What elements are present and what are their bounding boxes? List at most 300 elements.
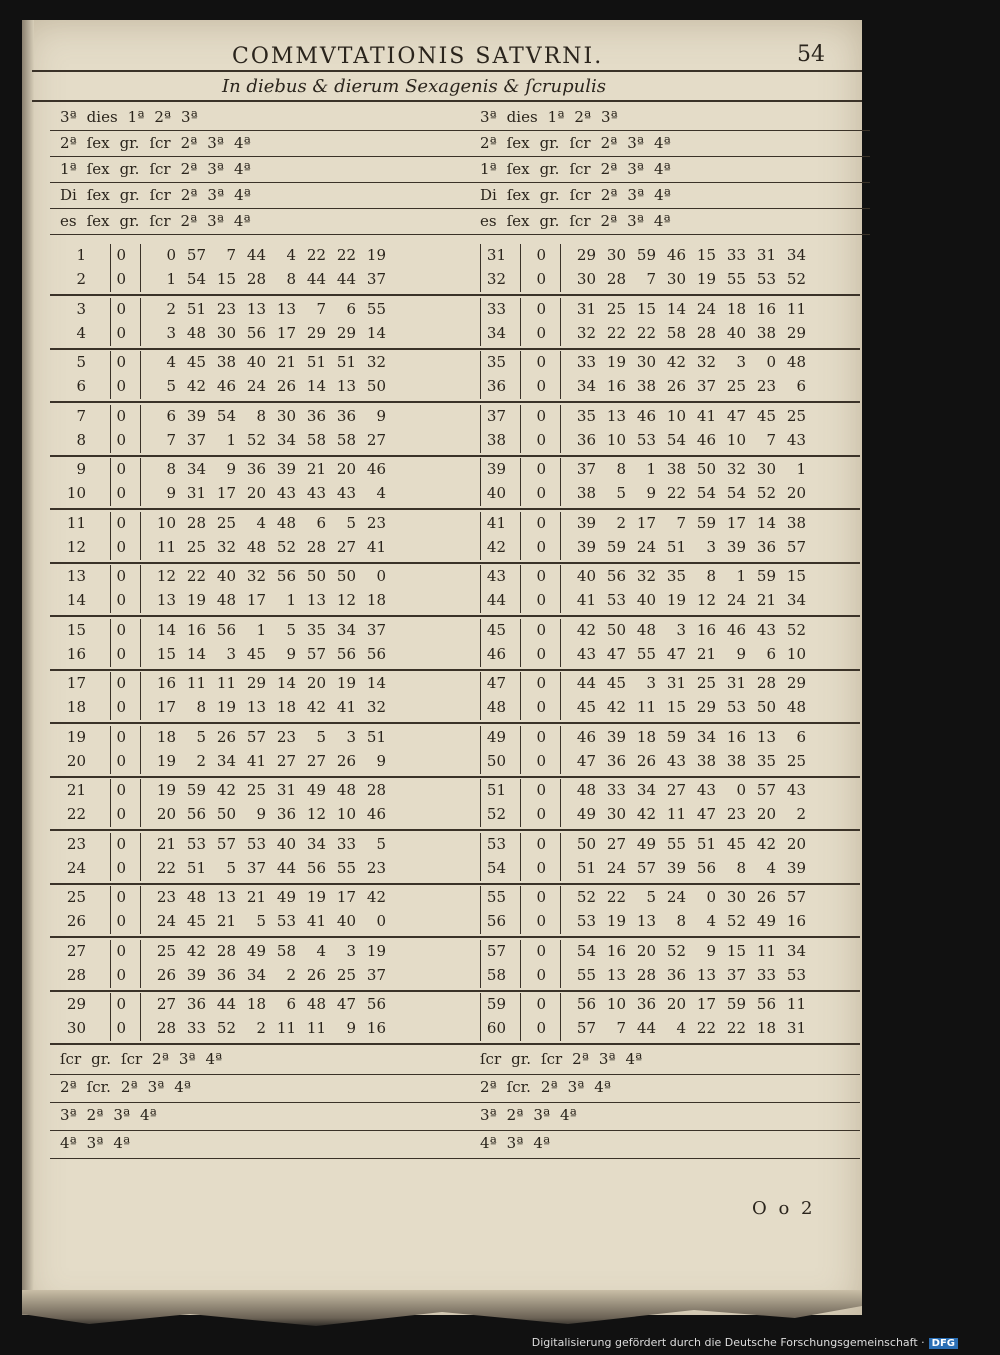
- row-block: [50, 938, 860, 992]
- value-cell: 36: [186, 995, 206, 1013]
- footer-cell: 4ª: [113, 1134, 131, 1152]
- value-cell: 6: [166, 406, 176, 425]
- value-cell: 13: [636, 912, 656, 930]
- value-cell: 19: [366, 941, 386, 960]
- value-cell: 6: [766, 644, 776, 663]
- value-cell: 27: [306, 751, 326, 770]
- value-cell: 13: [246, 299, 266, 318]
- header-right: [480, 160, 681, 178]
- value-cell: 0: [536, 965, 546, 984]
- value-cell: 56: [366, 644, 386, 663]
- value-cell: 50: [696, 460, 716, 478]
- digitization-credit: [532, 1336, 958, 1349]
- value-cell: 21: [216, 912, 236, 930]
- value-cell: 8: [196, 698, 206, 716]
- header-cell: gr.: [119, 212, 140, 230]
- footer-cell: 2ª: [572, 1050, 589, 1068]
- day-number: 2: [76, 270, 86, 288]
- value-cell: 0: [116, 270, 126, 288]
- value-cell: 34: [246, 965, 266, 984]
- value-cell: 39: [576, 537, 596, 556]
- day-number: 38: [486, 430, 506, 449]
- value-cell: 37: [366, 620, 386, 639]
- value-cell: 42: [576, 620, 596, 639]
- value-cell: 0: [536, 674, 546, 692]
- header-cell: 2ª: [600, 160, 618, 178]
- value-cell: 44: [336, 270, 356, 288]
- day-number: 28: [66, 965, 86, 984]
- value-cell: 23: [726, 805, 746, 823]
- value-cell: 42: [666, 353, 686, 371]
- value-cell: 3: [736, 353, 746, 371]
- header-cell: ſex: [86, 134, 110, 152]
- value-cell: 16: [756, 299, 776, 318]
- value-cell: 28: [306, 537, 326, 556]
- value-cell: 58: [336, 430, 356, 449]
- table-row-right: [470, 781, 850, 805]
- subtitle-rule: [32, 100, 862, 102]
- value-cell: 42: [186, 941, 206, 960]
- day-number: 42: [486, 537, 506, 556]
- value-cell: 2: [196, 751, 206, 770]
- day-number: 45: [486, 620, 506, 639]
- value-cell: 32: [366, 698, 386, 716]
- value-cell: 0: [536, 941, 546, 960]
- value-cell: 9: [736, 644, 746, 663]
- value-cell: 0: [116, 460, 126, 478]
- value-cell: 5: [376, 834, 386, 853]
- value-cell: 15: [156, 644, 176, 663]
- value-cell: 16: [156, 674, 176, 692]
- table-row-left: [50, 377, 430, 401]
- footer-cell: ſcr: [480, 1050, 502, 1068]
- header-rule: [50, 208, 870, 209]
- row-block: [50, 991, 860, 1045]
- header-row: [50, 132, 850, 156]
- value-cell: 23: [366, 858, 386, 877]
- value-cell: 15: [726, 941, 746, 960]
- value-cell: 55: [336, 858, 356, 877]
- value-cell: 51: [306, 353, 326, 371]
- value-cell: 41: [696, 406, 716, 425]
- value-cell: 6: [346, 299, 356, 318]
- table-row-left: [50, 966, 430, 990]
- value-cell: 11: [216, 674, 236, 692]
- value-cell: 48: [636, 620, 656, 639]
- value-cell: 25: [186, 537, 206, 556]
- table-row-right: [470, 538, 850, 562]
- value-cell: 0: [536, 698, 546, 716]
- value-cell: 20: [336, 460, 356, 478]
- value-cell: 26: [636, 751, 656, 770]
- day-number: 55: [486, 888, 506, 906]
- value-cell: 13: [696, 965, 716, 984]
- day-number: 15: [66, 620, 86, 639]
- value-cell: 13: [216, 888, 236, 906]
- value-cell: 27: [276, 751, 296, 770]
- value-cell: 50: [606, 620, 626, 639]
- value-cell: 30: [666, 270, 686, 288]
- value-cell: 29: [576, 246, 596, 264]
- value-cell: 40: [636, 591, 656, 609]
- value-cell: 5: [346, 513, 356, 532]
- table-row-left: [50, 460, 430, 484]
- day-number: 57: [486, 941, 506, 960]
- header-row: [50, 158, 850, 182]
- value-cell: 58: [306, 430, 326, 449]
- value-cell: 0: [536, 406, 546, 425]
- footer-left: [60, 1078, 201, 1096]
- row-block: [50, 563, 860, 617]
- table-row-right: [470, 674, 850, 698]
- header-cell: 4ª: [234, 186, 251, 204]
- header-cell: 3ª: [627, 186, 645, 204]
- day-number: 18: [66, 698, 86, 716]
- value-cell: 24: [606, 858, 626, 877]
- value-cell: 37: [576, 460, 596, 478]
- value-cell: 19: [606, 912, 626, 930]
- table-row-right: [470, 698, 850, 722]
- value-cell: 28: [186, 513, 206, 532]
- table-row-left: [50, 752, 430, 776]
- value-cell: 34: [636, 781, 656, 799]
- value-cell: 50: [336, 567, 356, 585]
- value-cell: 18: [366, 591, 386, 609]
- value-cell: 4: [676, 1019, 686, 1037]
- value-cell: 8: [256, 406, 266, 425]
- value-cell: 54: [696, 484, 716, 502]
- value-cell: 0: [116, 995, 126, 1013]
- value-cell: 23: [366, 513, 386, 532]
- value-cell: 55: [576, 965, 596, 984]
- value-cell: 36: [246, 460, 266, 478]
- value-cell: 0: [116, 406, 126, 425]
- value-cell: 30: [756, 460, 776, 478]
- signature-mark: O o 2: [752, 1198, 816, 1219]
- value-cell: 0: [116, 674, 126, 692]
- table-row-left: [50, 591, 430, 615]
- value-cell: 41: [306, 912, 326, 930]
- value-cell: 56: [576, 995, 596, 1013]
- header-cell: gr.: [539, 160, 560, 178]
- footer-cell: 3ª: [60, 1106, 77, 1124]
- value-cell: 21: [276, 353, 296, 371]
- value-cell: 58: [666, 323, 686, 342]
- value-cell: 45: [756, 406, 776, 425]
- value-cell: 10: [666, 406, 686, 425]
- table-row-left: [50, 431, 430, 455]
- value-cell: 59: [726, 995, 746, 1013]
- footer-cell: ſcr.: [86, 1078, 111, 1096]
- header-cell: 3ª: [60, 108, 77, 126]
- value-cell: 26: [306, 965, 326, 984]
- value-cell: 43: [576, 644, 596, 663]
- header-cell: ſcr: [149, 160, 171, 178]
- value-cell: 8: [706, 567, 716, 585]
- value-cell: 18: [246, 995, 266, 1013]
- book-page: [22, 20, 862, 1315]
- footer-cell: 2ª: [480, 1078, 497, 1096]
- day-number: 30: [66, 1019, 86, 1037]
- value-cell: 54: [576, 941, 596, 960]
- value-cell: 36: [636, 995, 656, 1013]
- value-cell: 51: [336, 353, 356, 371]
- value-cell: 52: [246, 430, 266, 449]
- value-cell: 19: [186, 591, 206, 609]
- value-cell: 37: [186, 430, 206, 449]
- table-row-right: [470, 752, 850, 776]
- value-cell: 4: [166, 353, 176, 371]
- value-cell: 9: [706, 941, 716, 960]
- value-cell: 0: [536, 353, 546, 371]
- value-cell: 31: [666, 674, 686, 692]
- footer-cell: 4ª: [174, 1078, 191, 1096]
- table-row-right: [470, 942, 850, 966]
- header-cell: 2ª: [480, 134, 497, 152]
- value-cell: 33: [726, 246, 746, 264]
- value-cell: 0: [706, 888, 716, 906]
- value-cell: 0: [766, 353, 776, 371]
- row-block: [50, 296, 860, 350]
- value-cell: 11: [666, 805, 686, 823]
- value-cell: 30: [576, 270, 596, 288]
- row-block: [50, 724, 860, 778]
- header-cell: 1ª: [547, 108, 565, 126]
- value-cell: 34: [696, 727, 716, 746]
- value-cell: 9: [376, 751, 386, 770]
- value-cell: 2: [796, 805, 806, 823]
- value-cell: 13: [306, 591, 326, 609]
- table-row-left: [50, 728, 430, 752]
- day-number: 33: [486, 299, 506, 318]
- value-cell: 19: [216, 698, 236, 716]
- table-row-right: [470, 859, 850, 883]
- value-cell: 25: [336, 965, 356, 984]
- value-cell: 21: [306, 460, 326, 478]
- value-cell: 39: [726, 537, 746, 556]
- header-cell: es: [480, 212, 497, 230]
- value-cell: 20: [156, 805, 176, 823]
- value-cell: 52: [576, 888, 596, 906]
- value-cell: 14: [306, 377, 326, 395]
- table-row-right: [470, 460, 850, 484]
- value-cell: 47: [666, 644, 686, 663]
- value-cell: 1: [226, 430, 236, 449]
- day-number: 48: [486, 698, 506, 716]
- value-cell: 8: [736, 858, 746, 877]
- value-cell: 7: [676, 513, 686, 532]
- header-cell: 2ª: [60, 134, 77, 152]
- value-cell: 51: [666, 537, 686, 556]
- value-cell: 43: [756, 620, 776, 639]
- value-cell: 13: [606, 406, 626, 425]
- value-cell: 58: [276, 941, 296, 960]
- value-cell: 11: [756, 941, 776, 960]
- value-cell: 30: [726, 888, 746, 906]
- value-cell: 35: [756, 751, 776, 770]
- value-cell: 59: [606, 537, 626, 556]
- footer-cell: 2ª: [506, 1106, 524, 1124]
- value-cell: 5: [226, 858, 236, 877]
- table-row-right: [470, 353, 850, 377]
- value-cell: 53: [276, 912, 296, 930]
- value-cell: 47: [726, 406, 746, 425]
- value-cell: 29: [336, 323, 356, 342]
- value-cell: 46: [696, 430, 716, 449]
- page-number: 54: [797, 42, 825, 67]
- value-cell: 56: [306, 858, 326, 877]
- value-cell: 54: [726, 484, 746, 502]
- value-cell: 43: [696, 781, 716, 799]
- value-cell: 57: [306, 644, 326, 663]
- value-cell: 53: [246, 834, 266, 853]
- value-cell: 55: [726, 270, 746, 288]
- value-cell: 29: [696, 698, 716, 716]
- day-number: 6: [76, 377, 86, 395]
- value-cell: 9: [646, 484, 656, 502]
- value-cell: 16: [366, 1019, 386, 1037]
- value-cell: 10: [726, 430, 746, 449]
- day-number: 58: [486, 965, 506, 984]
- header-right: [480, 108, 628, 126]
- day-number: 7: [76, 406, 86, 425]
- header-cell: ſcr: [149, 212, 171, 230]
- value-cell: 15: [216, 270, 236, 288]
- value-cell: 3: [166, 323, 176, 342]
- value-cell: 19: [666, 591, 686, 609]
- value-cell: 20: [246, 484, 266, 502]
- footer-cell: ſcr: [121, 1050, 143, 1068]
- value-cell: 30: [276, 406, 296, 425]
- value-cell: 0: [536, 727, 546, 746]
- value-cell: 22: [156, 858, 176, 877]
- value-cell: 31: [756, 246, 776, 264]
- value-cell: 11: [186, 674, 206, 692]
- value-cell: 53: [636, 430, 656, 449]
- footer-cell: 3ª: [113, 1106, 131, 1124]
- value-cell: 5: [256, 912, 266, 930]
- header-cell: 4ª: [653, 160, 671, 178]
- value-cell: 19: [366, 246, 386, 264]
- value-cell: 40: [726, 323, 746, 342]
- footer-rule: [50, 1074, 860, 1075]
- value-cell: 0: [116, 1019, 126, 1037]
- value-cell: 3: [676, 620, 686, 639]
- header-row: [50, 184, 850, 208]
- value-cell: 57: [786, 537, 806, 556]
- value-cell: 40: [336, 912, 356, 930]
- value-cell: 39: [186, 406, 206, 425]
- value-cell: 7: [646, 270, 656, 288]
- value-cell: 47: [336, 995, 356, 1013]
- footer-cell: 3ª: [598, 1050, 616, 1068]
- value-cell: 30: [636, 353, 656, 371]
- value-cell: 36: [336, 406, 356, 425]
- value-cell: 21: [696, 644, 716, 663]
- value-cell: 45: [726, 834, 746, 853]
- value-cell: 0: [536, 430, 546, 449]
- value-cell: 30: [216, 323, 236, 342]
- value-cell: 0: [536, 751, 546, 770]
- day-number: 36: [486, 377, 506, 395]
- value-cell: 0: [536, 484, 546, 502]
- day-number: 22: [66, 805, 86, 823]
- day-number: 13: [66, 567, 86, 585]
- header-cell: 3ª: [627, 134, 644, 152]
- header-cell: 4ª: [654, 186, 671, 204]
- value-cell: 19: [306, 888, 326, 906]
- value-cell: 28: [156, 1019, 176, 1037]
- value-cell: 23: [276, 727, 296, 746]
- value-cell: 22: [606, 888, 626, 906]
- value-cell: 12: [156, 567, 176, 585]
- value-cell: 14: [756, 513, 776, 532]
- footer-row: [50, 1050, 860, 1074]
- day-number: 17: [66, 674, 86, 692]
- header-cell: 4ª: [233, 212, 251, 230]
- value-cell: 14: [366, 323, 386, 342]
- value-cell: 4: [376, 484, 386, 502]
- header-cell: 1ª: [127, 108, 145, 126]
- value-cell: 1: [256, 620, 266, 639]
- value-cell: 40: [576, 567, 596, 585]
- value-cell: 8: [286, 270, 296, 288]
- table-row-left: [50, 621, 430, 645]
- value-cell: 20: [786, 484, 806, 502]
- value-cell: 17: [156, 698, 176, 716]
- header-cell: ſcr: [569, 186, 591, 204]
- header-cell: gr.: [119, 134, 140, 152]
- value-cell: 46: [726, 620, 746, 639]
- value-cell: 12: [696, 591, 716, 609]
- value-cell: 15: [696, 246, 716, 264]
- value-cell: 27: [156, 995, 176, 1013]
- value-cell: 36: [276, 805, 296, 823]
- value-cell: 16: [186, 620, 206, 639]
- value-cell: 26: [336, 751, 356, 770]
- row-block: [50, 617, 860, 671]
- row-block: [50, 349, 860, 403]
- value-cell: 4: [706, 912, 716, 930]
- value-cell: 19: [156, 751, 176, 770]
- table-row-left: [50, 353, 430, 377]
- value-cell: 9: [256, 805, 266, 823]
- header-cell: 3ª: [207, 160, 224, 178]
- row-block: [50, 670, 860, 724]
- value-cell: 7: [766, 430, 776, 449]
- value-cell: 29: [786, 323, 806, 342]
- value-cell: 57: [246, 727, 266, 746]
- footer-row: [50, 1134, 860, 1158]
- day-number: 9: [76, 460, 86, 478]
- value-cell: 5: [616, 484, 626, 502]
- value-cell: 29: [306, 323, 326, 342]
- header-cell: 3ª: [207, 186, 225, 204]
- header-cell: ſex: [506, 134, 530, 152]
- footer-cell: 2ª: [60, 1078, 77, 1096]
- header-cell: gr.: [539, 186, 560, 204]
- day-number: 29: [66, 995, 86, 1013]
- value-cell: 33: [606, 781, 626, 799]
- value-cell: 56: [186, 805, 206, 823]
- value-cell: 48: [336, 781, 356, 799]
- value-cell: 1: [646, 460, 656, 478]
- value-cell: 22: [636, 323, 656, 342]
- value-cell: 41: [366, 537, 386, 556]
- value-cell: 32: [216, 537, 236, 556]
- value-cell: 56: [606, 567, 626, 585]
- value-cell: 21: [756, 591, 776, 609]
